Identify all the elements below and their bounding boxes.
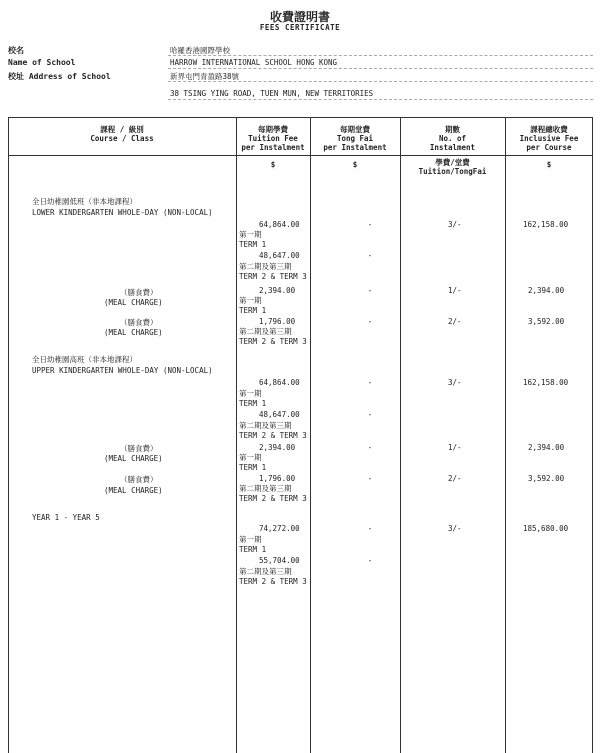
meal-amount: 1,796.00 (259, 317, 296, 326)
term-en: TERM 1 (239, 306, 267, 315)
divider (168, 68, 593, 69)
divider (168, 81, 593, 82)
term-en: TERM 2 & TERM 3 (239, 577, 307, 586)
term-zh: 第一期 (239, 535, 262, 544)
column-header-tuition: 每期學費 Tuition Fee per Instalment (241, 125, 305, 152)
column-divider (236, 117, 237, 753)
tuition-amount: 74,272.00 (259, 524, 300, 533)
meal-label-en: (MEAL CHARGE) (104, 298, 163, 307)
column-divider (400, 117, 401, 753)
title-english: FEES CERTIFICATE (259, 23, 341, 32)
inclusive-fee: 185,680.00 (523, 524, 569, 533)
unit-instalments: 學費/堂費 Tuition/TongFai (418, 158, 487, 176)
meal-amount: 2,394.00 (259, 443, 296, 452)
instalments-value: 2/- (448, 474, 462, 483)
tongfai-value: - (367, 443, 373, 452)
tongfai-value: - (367, 474, 373, 483)
meal-label-zh: （膳食費） (120, 318, 158, 327)
tongfai-value: - (367, 251, 373, 260)
term-en: TERM 2 & TERM 3 (239, 431, 307, 440)
unit-tuition: $ (270, 160, 276, 169)
term-en: TERM 1 (239, 463, 267, 472)
column-header-inclusive: 課程總收費 Inclusive Fee per Course (519, 125, 579, 152)
meal-label-en: (MEAL CHARGE) (104, 486, 163, 495)
meal-amount: 1,796.00 (259, 474, 296, 483)
term-zh: 第一期 (239, 230, 262, 239)
term-zh: 第一期 (239, 453, 262, 462)
school-address-label: 校址 Address of School (8, 72, 111, 81)
tuition-amount: 64,864.00 (259, 220, 300, 229)
tongfai-value: - (367, 317, 373, 326)
school-address-zh: 新界屯門青盈路38號 (170, 72, 240, 81)
course-name-en: YEAR 1 - YEAR 5 (32, 513, 100, 522)
instalments-value: 1/- (448, 286, 462, 295)
term-zh: 第二期及第三期 (239, 262, 292, 271)
unit-tongfai: $ (352, 160, 358, 169)
term-en: TERM 2 & TERM 3 (239, 272, 307, 281)
meal-label-en: (MEAL CHARGE) (104, 328, 163, 337)
inclusive-fee: 3,592.00 (528, 317, 565, 326)
instalments-value: 1/- (448, 443, 462, 452)
term-en: TERM 1 (239, 399, 267, 408)
term-zh: 第二期及第三期 (239, 484, 292, 493)
meal-label-zh: （膳食費） (120, 444, 158, 453)
column-divider (505, 117, 506, 753)
term-zh: 第一期 (239, 389, 262, 398)
course-name-zh: 全日幼稚園低班（非本地課程） (32, 197, 137, 206)
meal-amount: 2,394.00 (259, 286, 296, 295)
inclusive-fee: 2,394.00 (528, 286, 565, 295)
header-divider (8, 155, 593, 156)
term-en: TERM 2 & TERM 3 (239, 337, 307, 346)
tongfai-value: - (367, 220, 373, 229)
term-zh: 第二期及第三期 (239, 421, 292, 430)
school-name-zh-label: 校名 (8, 46, 24, 55)
school-address-en: 38 TSING YING ROAD, TUEN MUN, NEW TERRITORIES (170, 89, 374, 98)
school-name-zh: 哈羅香港國際學校 (170, 46, 230, 55)
unit-inclusive: $ (546, 160, 552, 169)
tuition-amount: 55,704.00 (259, 556, 300, 565)
divider (168, 55, 593, 56)
column-header-tongfai: 每期堂費 Tong Fai per Instalment (323, 125, 387, 152)
tuition-amount: 48,647.00 (259, 251, 300, 260)
term-zh: 第二期及第三期 (239, 327, 292, 336)
inclusive-fee: 162,158.00 (523, 220, 569, 229)
term-en: TERM 1 (239, 545, 267, 554)
course-name-en: LOWER KINDERGARTEN WHOLE-DAY (NON-LOCAL) (32, 208, 213, 217)
meal-label-zh: （膳食費） (120, 288, 158, 297)
instalments-value: 3/- (448, 378, 462, 387)
tuition-amount: 64,864.00 (259, 378, 300, 387)
instalments-value: 3/- (448, 220, 462, 229)
course-name-en: UPPER KINDERGARTEN WHOLE-DAY (NON-LOCAL) (32, 366, 213, 375)
school-name-en-label: Name of School (8, 58, 76, 67)
term-zh: 第二期及第三期 (239, 567, 292, 576)
divider (168, 99, 593, 100)
column-header-course: 課程 / 級別 Course / Class (90, 125, 154, 143)
column-divider (310, 117, 311, 753)
tongfai-value: - (367, 378, 373, 387)
column-header-instalments: 期數 No. of Instalment (429, 125, 476, 152)
meal-label-zh: （膳食費） (120, 475, 158, 484)
term-en: TERM 2 & TERM 3 (239, 494, 307, 503)
course-name-zh: 全日幼稚園高班（非本地課程） (32, 355, 137, 364)
instalments-value: 3/- (448, 524, 462, 533)
title-chinese: 收費證明書 (269, 10, 330, 24)
tuition-amount: 48,647.00 (259, 410, 300, 419)
inclusive-fee: 2,394.00 (528, 443, 565, 452)
instalments-value: 2/- (448, 317, 462, 326)
tongfai-value: - (367, 410, 373, 419)
tongfai-value: - (367, 524, 373, 533)
term-zh: 第一期 (239, 296, 262, 305)
tongfai-value: - (367, 286, 373, 295)
inclusive-fee: 3,592.00 (528, 474, 565, 483)
meal-label-en: (MEAL CHARGE) (104, 454, 163, 463)
school-name-en: HARROW INTERNATIONAL SCHOOL HONG KONG (170, 58, 338, 67)
tongfai-value: - (367, 556, 373, 565)
term-en: TERM 1 (239, 240, 267, 249)
inclusive-fee: 162,158.00 (523, 378, 569, 387)
